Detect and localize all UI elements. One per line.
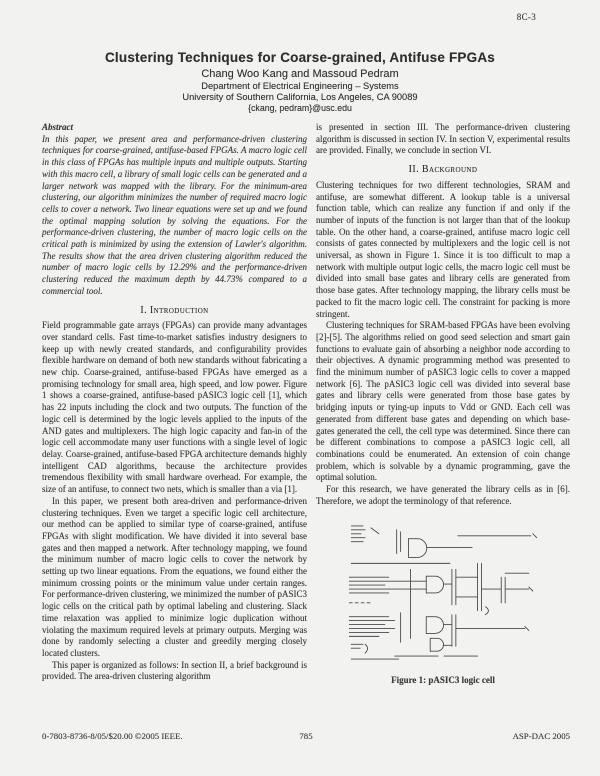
- title-block: [0, 0, 600, 113]
- figure-1-block: [316, 518, 570, 687]
- page-title: Clustering Techniques for Coarse-grained, Antifuse FPGAs: [104, 50, 495, 65]
- abstract-label: Abstract: [42, 122, 74, 132]
- intro-paragraph-2: In this paper, we present both area-driven and performance-driven clustering techniques. Even we target a specific logic cell architecture, our method can be applied to similar type of coarse-grained, antifuse FPGAs with slight modification. We have divided it into several base gates and then mapped a network. After technology mapping, we found the minimum number of macro logic cells to cover the network by setting up two linear equations. From the equations, we found either the minimum crossing points or the minimum value under certain ranges. For performance-driven clustering, we minimized the number of pASIC3 logic cells on the critical path by optimal labeling and clustering. Slack time relaxation was applied to minimize logic duplication without violating the maximum required levels at primary outputs. Merging was done by randomly selecting a cluster and greedily merging closely located clusters.: [42, 495, 307, 658]
- intro-paragraph-1: Field programmable gate arrays (FPGAs) can provide many advantages over standard cells. Fast time-to-market satisfies industry designers to keep up with newly created standards, and configurability provides flexible hardware on demand of both new standards without fabricating a new chip. Coarse-grained, antifuse-based FPGAs have emerged as a promising technology for small area, high speed, and low power. Figure 1 shows a coarse-grained, antifuse-based pASIC3 logic cell [1], which has 22 inputs including the clock and two outputs. The function of the logic cell is determined by the logic levels applied to the inputs of the AND gates and multiplexers. The high logic capacity and fan-in of the logic cell accommodate many user functions with a single level of logic delay. Coarse-grained, antifuse-based FPGA architecture demands highly intelligent CAD algorithms, because the architecture provides tremendous flexibility with small hardware overhead. For example, the size of an antifuse, to connect two nets, which is smaller than a via [1].: [42, 320, 307, 495]
- paper-session-code: 8C-3: [516, 12, 536, 22]
- left-column: [42, 122, 307, 687]
- pasic3-logic-cell-schematic: [340, 518, 550, 664]
- department-line: Department of Electrical Engineering – Systems: [201, 81, 399, 91]
- two-column-body: [0, 113, 600, 687]
- page-number: 785: [299, 731, 313, 741]
- right-column: [316, 122, 570, 687]
- page-footer: [42, 731, 570, 741]
- section-heading-introduction: I. Introduction: [140, 304, 209, 316]
- background-paragraph-3: For this research, we have generated the library cells as in [6]. Therefore, we adopt the terminology of that reference.: [316, 484, 570, 506]
- authors-line: Chang Woo Kang and Massoud Pedram: [201, 68, 399, 80]
- section-heading-background: II. Background: [408, 164, 478, 176]
- background-paragraph-1: Clustering techniques for two different technologies, SRAM and antifuse, are somewhat different. A lookup table is a universal function table, which can realize any function if and only if the number of inputs of the function is not larger than that of the lookup table. On the other hand, a coarse-grained, antifuse macro logic cell consists of gates connected by multiplexers and the logic cell is not universal, as shown in Figure 1. Since it is too difficult to map a network with multiple output logic cells, the macro logic cell must be divided into small base gates and library cells are generated from those base gates. After technology mapping, the library cells must be packed to fit the macro logic cell. The constraint for packing is more stringent.: [316, 179, 570, 319]
- conference-name: ASP-DAC 2005: [512, 731, 570, 741]
- intro-paragraph-3: This paper is organized as follows: In section II, a brief background is provided. The area-driven clustering algorithm: [42, 659, 307, 682]
- email-line: {ckang, pedram}@usc.edu: [248, 103, 352, 113]
- continuation-paragraph: is presented in section III. The performance-driven clustering algorithm is discussed in section IV. In section V, experimental results are provided. Finally, we conclude in section VI.: [316, 122, 570, 156]
- figure-1-caption: Figure 1: pASIC3 logic cell: [391, 675, 495, 686]
- background-paragraph-2: Clustering techniques for SRAM-based FPGAs have been evolving [2]-[5]. The algorithms relied on good seed selection and smart gain functions to evaluate gain of absorbing a neighbor node according to their objectives. A dynamic programming method was presented to find the minimum number of pASIC3 logic cells to cover a mapped network [6]. The pASIC3 logic cell was divided into several base gates and library cells were generated from those base gates by bridging inputs or tying-up inputs to Vdd or GND. Each cell was generated from different base gates and depending on which base-gates generated the cell, the cell type was determined. Since there can be different combinations to compose a pASIC3 logic cell, all combinations could be enumerated. An extension of coin change problem, which is solvable by a dynamic programming, gave the optimal solution.: [316, 320, 570, 483]
- abstract-text: In this paper, we present area and performance-driven clustering techniques for coarse-grained, antifuse-based FPGAs. A macro logic cell in this class of FPGAs has multiple inputs and multiple outputs. Starting with this macro cell, a library of small logic cells can be generated and a larger network was mapped with the library. For the minimum-area clustering, our algorithm minimizes the number of required macro logic cells to cover a network. Two linear equations were set up and we found the optimal mapping solution by solving the equations. For the performance-driven clustering, the number of macro logic cells on the critical path is minimized by using the extension of Lawler's algorithm. The results show that the area driven clustering algorithm reduced the number of macro logic cells by 12.29% and the performance-driven clustering reduced the maximum depth by 44.73% compared to a commercial tool.: [42, 133, 307, 296]
- copyright-notice: 0-7803-8736-8/05/$20.00 ©2005 IEEE.: [42, 731, 183, 741]
- university-line: University of Southern California, Los Angeles, CA 90089: [182, 92, 418, 102]
